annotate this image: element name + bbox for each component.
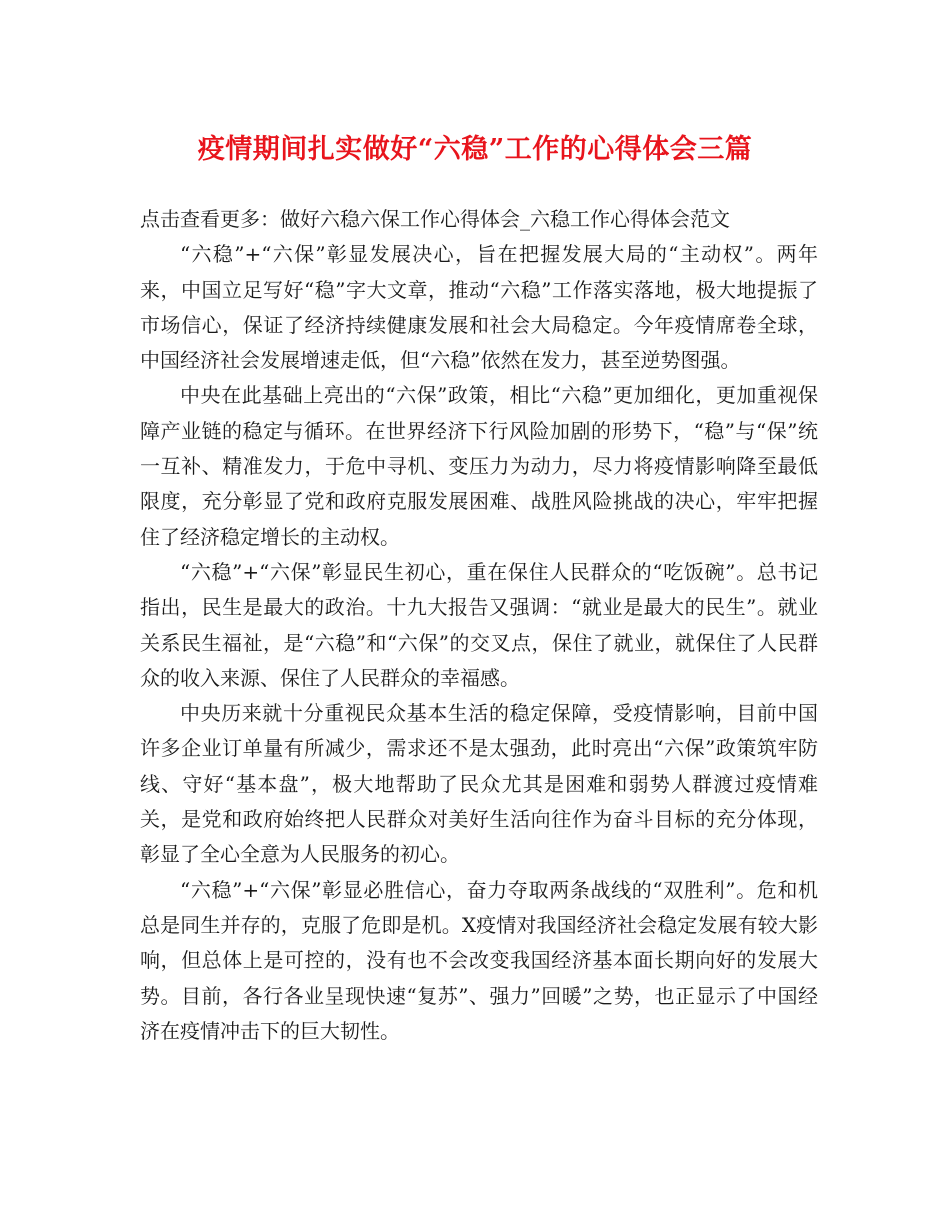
document-body bbox=[140, 202, 818, 1049]
paragraph: 中央在此基础上亮出的“六保”政策，相比“六稳”更加细化，更加重视保障产业链的稳定与循环。在世界经济下行风险加剧的形势下，“稳”与“保”统一互补、精准发力，于危中寻机、变压力为动力，尽力将疫情影响降至最低限度，充分彰显了党和政府克服发展困难、战胜风险挑战的决心，牢牢把握住了经济稳定增长的主动权。 bbox=[140, 383, 818, 549]
paragraph: “六稳”+“六保”彰显必胜信心，奋力夺取两条战线的“双胜利”。危和机总是同生并存的，克服了危即是机。X疫情对我国经济社会稳定发展有较大影响，但总体上是可控的，没有也不会改变我国经济基本面长期向好的发展大势。目前，各行各业呈现快速“复苏”、强力”回暖”之势，也正显示了中国经济在疫情冲击下的巨大韧性。 bbox=[140, 877, 818, 1043]
paragraph: “六稳”+“六保”彰显发展决心，旨在把握发展大局的“主动权”。两年来，中国立足写好“稳”字大文章，推动“六稳”工作落实落地，极大地提振了市场信心，保证了经济持续健康发展和社会大局稳定。今年疫情席卷全球，中国经济社会发展增速走低，但“六稳”依然在发力，甚至逆势图强。 bbox=[140, 242, 818, 373]
paragraph: “六稳”+“六保”彰显民生初心，重在保住人民群众的“吃饭碗”。总书记指出，民生是最大的政治。十九大报告又强调：“就业是最大的民生”。就业关系民生福祉，是“六稳”和“六保”的交叉点，保住了就业，就保住了人民群众的收入来源、保住了人民群众的幸福感。 bbox=[140, 559, 818, 690]
document-title: 疫情期间扎实做好“六稳”工作的心得体会三篇 bbox=[197, 134, 753, 165]
intro-line: 点击查看更多：做好六稳六保工作心得体会_六稳工作心得体会范文 bbox=[140, 207, 730, 231]
paragraph: 中央历来就十分重视民众基本生活的稳定保障，受疫情影响，目前中国许多企业订单量有所减少，需求还不是太强劲，此时亮出“六保”政策筑牢防线、守好“基本盘”，极大地帮助了民众尤其是困难和弱势人群渡过疫情难关，是党和政府始终把人民群众对美好生活向往作为奋斗目标的充分体现，彰显了全心全意为人民服务的初心。 bbox=[140, 701, 818, 867]
